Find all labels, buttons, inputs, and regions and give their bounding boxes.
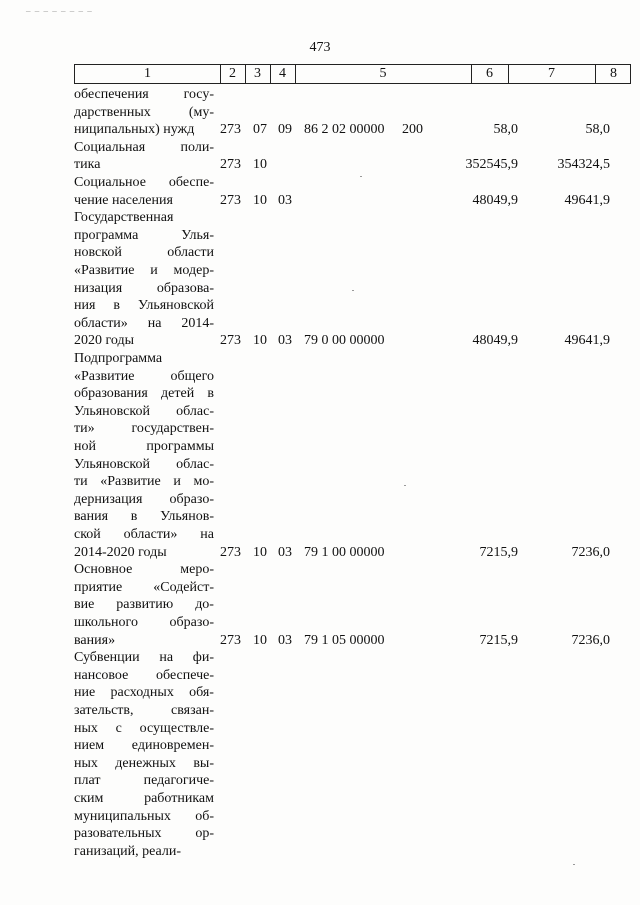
word: ных: [74, 720, 98, 736]
cell-c5: 79 0 00 00000: [304, 333, 385, 349]
word: и: [150, 262, 158, 278]
word: денежных: [115, 755, 176, 771]
word: дернизация: [74, 491, 143, 507]
description-line: [74, 614, 214, 632]
scan-artifact: ‒ ‒ ‒ ‒ ‒ ‒ ‒ ‒: [26, 6, 93, 16]
cell-c4: 03: [278, 192, 292, 208]
description-line: ниципальных) нужд: [74, 122, 195, 138]
word: разовательных: [74, 826, 162, 842]
description-line: [74, 420, 214, 438]
description-line: 2014-2020 годы: [74, 544, 167, 560]
word: ским: [74, 790, 104, 806]
cell-c4: 03: [278, 632, 292, 648]
word: об-: [195, 808, 214, 824]
cell-c2: 273: [220, 333, 241, 349]
cell-c8: 58,0: [585, 122, 610, 138]
word: детей: [161, 386, 195, 402]
cell-c3: 10: [253, 333, 267, 349]
word: нием: [74, 738, 105, 754]
word: программы: [146, 438, 214, 454]
row-description: [74, 86, 214, 139]
word: государствен-: [131, 421, 214, 437]
table-header: [74, 64, 631, 84]
word: на: [200, 526, 214, 542]
description-line: тика: [74, 157, 101, 173]
description-line: [74, 667, 214, 685]
word: Основное: [74, 562, 133, 578]
scan-speck: [352, 290, 354, 291]
cell-c5: 86 2 02 00000: [304, 122, 385, 138]
cell-c5: 79 1 05 00000: [304, 632, 385, 648]
word: нансовое: [74, 667, 129, 683]
description-line: Государственная: [74, 210, 174, 226]
word: до-: [195, 597, 214, 613]
description-line: [74, 684, 214, 702]
description-line: [74, 262, 214, 280]
word: образования: [74, 386, 148, 402]
word: ти»: [74, 421, 95, 437]
page-number: 473: [309, 40, 331, 55]
word: общего: [170, 368, 214, 384]
word: ние: [74, 685, 96, 701]
cell-c3: 10: [253, 544, 267, 560]
cell-c7: 7215,9: [479, 544, 518, 560]
word: единовремен-: [131, 738, 214, 754]
description-line: Подпрограмма: [74, 351, 163, 366]
word: ния: [74, 298, 96, 314]
cell-c5: 79 1 00 00000: [304, 544, 385, 560]
cell-c7: 7215,9: [479, 632, 518, 648]
word: вие: [74, 597, 95, 613]
description-line: [74, 702, 214, 720]
word: Социальное: [74, 175, 146, 190]
description-line: [74, 720, 214, 738]
cell-c4: 03: [278, 544, 292, 560]
description-line: [74, 174, 214, 192]
description-line: [74, 790, 214, 808]
word: плат: [74, 773, 101, 789]
word: расходных: [110, 685, 174, 701]
header-col-6: 6: [486, 66, 493, 81]
header-col-8: 8: [610, 66, 617, 81]
word: области»: [74, 315, 128, 331]
cell-c2: 273: [220, 632, 241, 648]
word: в: [113, 298, 121, 314]
word: программа: [74, 227, 139, 243]
word: и: [173, 474, 181, 490]
word: Субвенции: [74, 650, 140, 666]
word: новской: [74, 245, 122, 261]
word: «Развитие: [74, 262, 135, 278]
word: «Развитие: [100, 474, 161, 490]
row-description: [74, 561, 214, 649]
cell-c7: 48049,9: [472, 333, 518, 349]
word: дарственных: [74, 104, 151, 120]
word: образо-: [169, 491, 214, 507]
word: развитию: [116, 597, 174, 613]
description-line: вания»: [74, 632, 116, 648]
header-col-3: 3: [254, 66, 261, 81]
cell-c2: 273: [220, 122, 241, 138]
description-line: [74, 86, 214, 104]
description-line: ганизаций, реали-: [74, 843, 182, 859]
description-line: [74, 139, 214, 157]
word: зательств,: [74, 702, 134, 718]
cell-c7: 48049,9: [472, 192, 518, 208]
description-line: [74, 438, 214, 456]
word: модер-: [173, 262, 214, 278]
word: Ульяновской: [138, 298, 214, 314]
word: 2014-: [181, 315, 214, 331]
cell-c8: 354324,5: [557, 157, 610, 173]
word: мо-: [193, 474, 214, 490]
word: «Содейст-: [153, 579, 214, 595]
description-line: [74, 755, 214, 773]
description-line: [74, 596, 214, 614]
word: Ульяновской: [74, 456, 150, 472]
scan-speck: [404, 485, 406, 486]
description-line: [74, 244, 214, 262]
word: приятие: [74, 579, 123, 595]
word: обя-: [189, 685, 214, 701]
word: меро-: [180, 562, 214, 578]
cell-c8: 7236,0: [571, 544, 610, 560]
word: образова-: [156, 280, 214, 296]
word: ти: [74, 474, 88, 490]
word: низация: [74, 280, 123, 296]
word: образо-: [169, 614, 214, 630]
row-description: [74, 350, 214, 561]
cell-c3: 07: [253, 122, 267, 138]
description-line: [74, 104, 214, 122]
description-line: [74, 227, 214, 245]
word: на: [147, 315, 162, 331]
description-line: [74, 473, 214, 491]
word: «Развитие: [74, 368, 135, 384]
word: облас-: [176, 456, 214, 472]
description-line: [74, 456, 214, 474]
cell-c3: 10: [253, 632, 267, 648]
word: Улья-: [181, 227, 214, 243]
cell-c2: 273: [220, 157, 241, 173]
scan-speck: [360, 176, 362, 177]
row-description: [74, 174, 214, 209]
word: фи-: [192, 650, 214, 666]
word: вания: [74, 509, 109, 525]
cell-c3: 10: [253, 157, 267, 173]
header-col-1: 1: [144, 66, 151, 81]
cell-c6: 200: [402, 122, 423, 138]
word: области: [167, 245, 214, 261]
description-line: [74, 315, 214, 333]
cell-c8: 49641,9: [564, 192, 610, 208]
word: госу-: [183, 87, 214, 102]
word: ор-: [195, 826, 214, 842]
cell-c4: 03: [278, 333, 292, 349]
header-col-4: 4: [279, 66, 286, 81]
cell-c7: 352545,9: [465, 157, 518, 173]
description-line: [74, 772, 214, 790]
cell-c8: 7236,0: [571, 632, 610, 648]
word: области»: [123, 526, 178, 542]
row-description: [74, 209, 214, 350]
word: Социальная: [74, 139, 146, 155]
description-line: [74, 561, 214, 579]
header-col-7: 7: [548, 66, 555, 81]
description-line: [74, 579, 214, 597]
cell-c2: 273: [220, 192, 241, 208]
word: в: [130, 509, 138, 525]
scan-speck: [573, 864, 575, 865]
word: осуществле-: [139, 720, 214, 736]
word: Ульянов-: [160, 509, 214, 525]
word: ской: [74, 526, 101, 542]
description-line: чение населения: [74, 192, 173, 208]
description-line: [74, 825, 214, 843]
description-line: [74, 368, 214, 386]
description-line: [74, 403, 214, 421]
word: поли-: [180, 139, 214, 155]
description-line: [74, 280, 214, 298]
cell-c2: 273: [220, 544, 241, 560]
word: с: [115, 720, 122, 736]
word: обеспе-: [168, 175, 214, 190]
description-line: [74, 385, 214, 403]
description-line: [74, 526, 214, 544]
word: работникам: [144, 790, 214, 806]
header-col-5: 5: [379, 66, 387, 81]
word: в: [207, 386, 214, 402]
row-description: [74, 139, 214, 174]
word: муниципальных: [74, 808, 171, 824]
cell-c4: 09: [278, 122, 292, 138]
word: ной: [74, 438, 96, 454]
word: на: [159, 650, 174, 666]
cell-c8: 49641,9: [564, 333, 610, 349]
description-line: 2020 годы: [74, 333, 135, 349]
word: школьного: [74, 614, 138, 630]
word: (му-: [188, 104, 214, 120]
description-line: [74, 649, 214, 667]
header-col-2: 2: [229, 66, 236, 81]
description-line: [74, 737, 214, 755]
description-line: [74, 508, 214, 526]
cell-c7: 58,0: [493, 122, 518, 138]
description-line: [74, 491, 214, 509]
description-line: [74, 297, 214, 315]
word: ных: [74, 755, 98, 771]
word: обеспечения: [74, 87, 149, 102]
description-line: [74, 808, 214, 826]
word: Ульяновской: [74, 403, 150, 419]
word: обеспече-: [156, 667, 214, 683]
word: педагогиче-: [143, 773, 214, 789]
row-description: [74, 649, 214, 860]
word: связан-: [171, 702, 214, 718]
word: облас-: [176, 403, 214, 419]
cell-c3: 10: [253, 192, 267, 208]
word: вы-: [193, 755, 214, 771]
